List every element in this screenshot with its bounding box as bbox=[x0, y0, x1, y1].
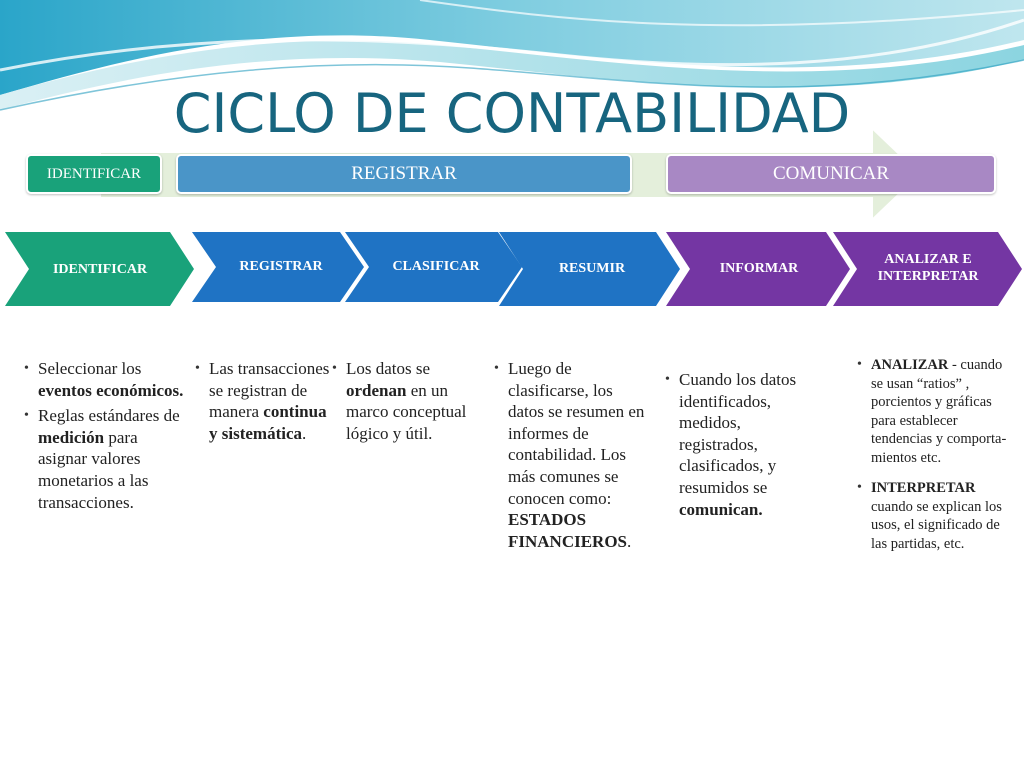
step-informar-label: INFORMAR bbox=[719, 261, 799, 276]
step-identificar-label: IDENTIFICAR bbox=[52, 262, 148, 277]
column-registrar bbox=[195, 358, 337, 448]
bullet-analizar: • ANALIZAR - cuando se usan “ratios” , porcientos y gráficas para establecer tendencias y comporta-mientos etc. bbox=[857, 356, 1007, 467]
bullet-identificar-eventos: • Seleccionar los eventos económicos. bbox=[24, 358, 186, 401]
column-informar bbox=[665, 369, 817, 524]
phase-registrar bbox=[176, 154, 632, 194]
bullet-interpretar: • INTERPRETAR cuando se explican los usos, el significado de las partidas, etc. bbox=[857, 479, 1007, 553]
step-registrar-label: REGISTRAR bbox=[239, 259, 323, 274]
column-identificar bbox=[24, 358, 186, 517]
phase-comunicar-label: COMUNICAR bbox=[772, 163, 890, 184]
column-clasificar bbox=[332, 358, 488, 448]
bullet-informar: • Cuando los datos identificados, medidos, registrados, clasificados, y resumidos se comunican. bbox=[665, 369, 817, 520]
bullet-resumir: • Luego de clasificarse, los datos se resumen en informes de contabilidad. Los más comunes se conocen como: ESTADOS FINANCIEROS. bbox=[494, 358, 646, 552]
bullet-clasificar: • Los datos se ordenan en un marco conceptual lógico y útil. bbox=[332, 358, 488, 444]
phase-comunicar bbox=[666, 154, 996, 194]
step-analizar-label: ANALIZAR E INTERPRETAR bbox=[877, 252, 979, 284]
column-analizar bbox=[857, 356, 1007, 565]
phase-identificar-label: IDENTIFICAR bbox=[46, 165, 142, 182]
step-resumir-label: RESUMIR bbox=[558, 261, 626, 276]
page-title: CICLO DE CONTABILIDAD bbox=[173, 82, 851, 145]
phase-identificar bbox=[26, 154, 162, 194]
column-resumir bbox=[494, 358, 646, 556]
step-clasificar-label: CLASIFICAR bbox=[392, 259, 480, 274]
bullet-identificar-reglas: • Reglas estándares de medición para asignar valores monetarios a las transacciones. bbox=[24, 405, 186, 513]
bullet-registrar: • Las transacciones se registran de manera continua y sistemática. bbox=[195, 358, 337, 444]
phase-registrar-label: REGISTRAR bbox=[351, 163, 457, 184]
